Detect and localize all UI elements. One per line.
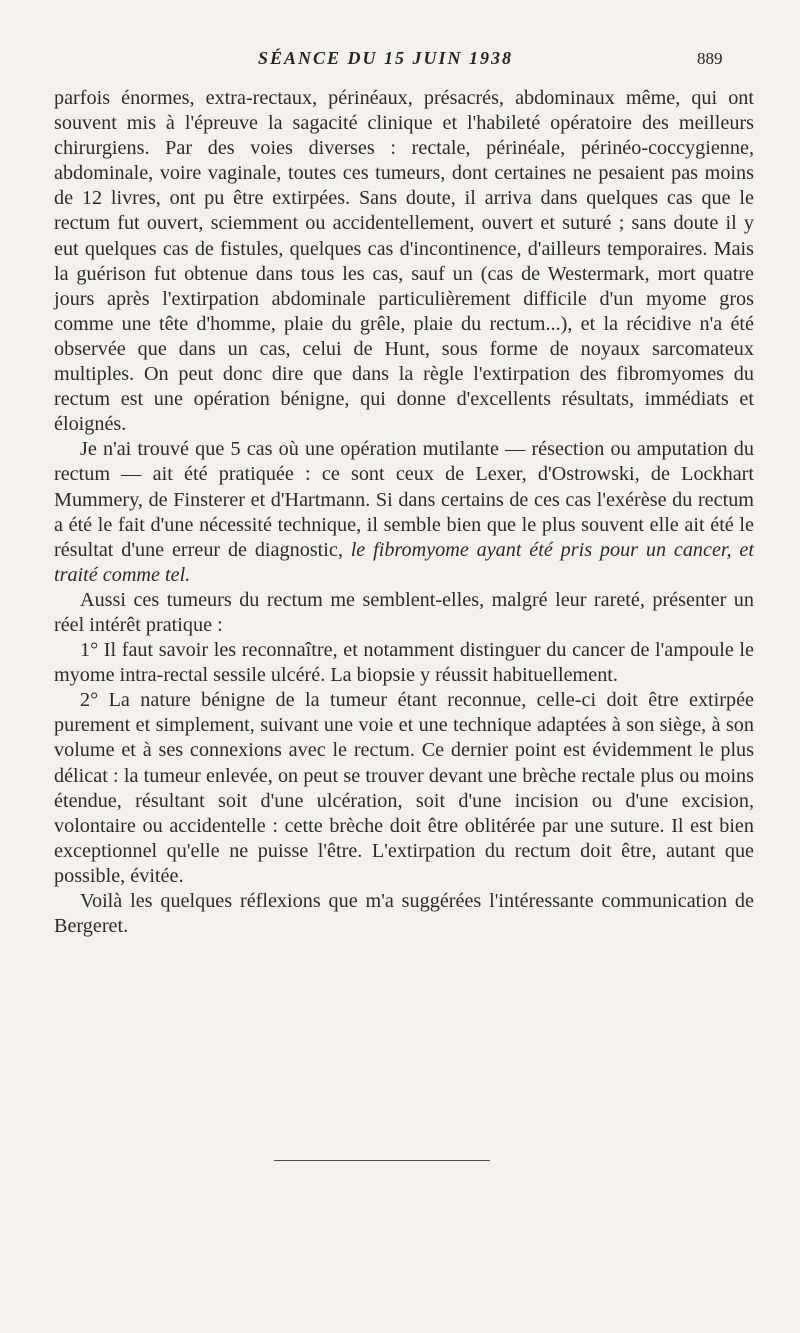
paragraph-continuation: parfois énormes, extra-rectaux, périnéaux, présacrés, abdominaux même, qui ont souvent mis à l'épreuve la sagacité clinique et l'habileté opératoire des meilleurs chirurgiens. Par des voies diverses : rectale, périnéale, périnéo-coccygienne, abdominale, voire vaginale, toutes ces tumeurs, dont certaines ne pesaient pas moins de 12 livres, ont pu être extirpées. Sans doute, il arriva dans quelques cas que le rectum fut ouvert, sciemment ou accidentellement, ouvert et suturé ; sans doute il y eut quelques cas de fistules, quelques cas d'incontinence, d'ailleurs temporaires. Mais la guérison fut obtenue dans tous les cas, sauf un (cas de Westermark, mort quatre jours après l'extirpation abdominale particulièrement difficile d'un myome gros comme une tête d'homme, plaie du grêle, plaie du rectum...), et la récidive n'a été observée que dans un cas, celui de Hunt, sous forme de noyaux sarcomateux multiples. On peut donc dire que dans la règle l'extirpation des fibromyomes du rectum est une opération bénigne, qui donne d'excellents résultats, immédiats et éloignés. <box>54 87 754 436</box>
body-text <box>54 86 754 939</box>
page-number: 889 <box>697 49 723 68</box>
paragraph-practical-interest: Aussi ces tumeurs du rectum me semblent-elles, malgré leur rareté, présenter un réel intérêt pratique : <box>54 588 754 636</box>
running-title: SÉANCE DU 15 JUIN 1938 <box>258 48 514 68</box>
section-end-rule <box>274 1160 490 1161</box>
paragraph-point-2: 2° La nature bénigne de la tumeur étant reconnue, celle-ci doit être extirpée purement et simplement, suivant une voie et une technique adaptées à son siège, à son volume et à ses connexions avec le rectum. Ce dernier point est évidemment le plus délicat : la tumeur enlevée, on peut se trouver devant une brèche rectale plus ou moins étendue, résultant soit d'une ulcération, soit d'une incision ou d'une excision, volontaire ou accidentelle : cette brèche doit être oblitérée par une suture. Il est bien exceptionnel qu'elle ne puisse l'être. L'extirpation du rectum doit être, autant que possible, évitée. <box>54 689 754 887</box>
paragraph-mutilating-operations <box>54 437 754 588</box>
paragraph-point-1: 1° Il faut savoir les reconnaître, et notamment distinguer du cancer de l'ampoule le myome intra-rectal sessile ulcéré. La biopsie y réussit habituellement. <box>54 639 754 687</box>
paragraph-text: Je n'ai trouvé que 5 cas où une opération mutilante — résection ou amputation du rectum — ait été pratiquée : ce sont ceux de Lexer, d'Ostrowski, de Lockhart Mummery, de Finsterer et d'Hartmann. Si dans certains de ces cas l'exérèse du rectum a été le fait d'une nécessité technique, il semble bien que le plus souvent elle ait été le résultat d'une erreur de diagnostic, <box>54 438 754 561</box>
running-head <box>0 48 800 72</box>
italic-emphasis: le fibromyome ayant été pris pour un cancer, et traité comme tel. <box>54 538 754 586</box>
paragraph-conclusion: Voilà les quelques réflexions que m'a suggérées l'intéressante communication de Bergeret. <box>54 890 754 938</box>
